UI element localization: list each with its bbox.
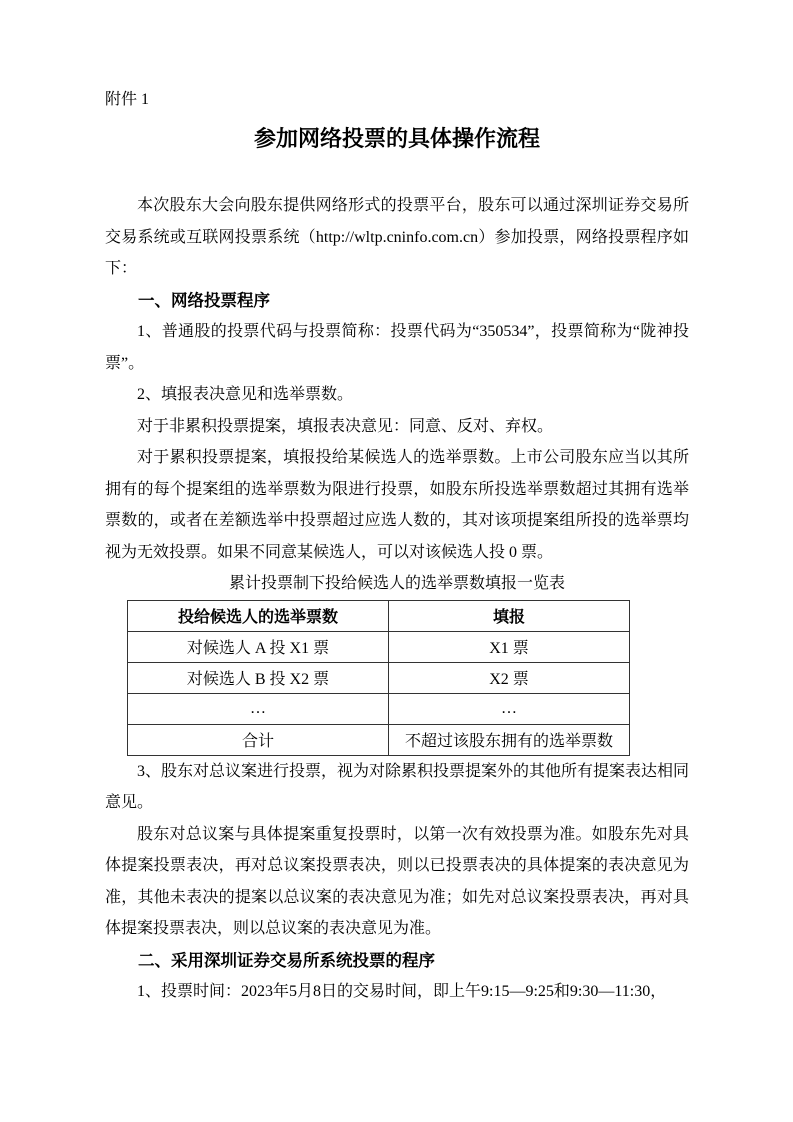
table-row [128, 631, 630, 662]
table-cell: 对候选人 B 投 X2 票 [128, 662, 389, 693]
page-title: 参加网络投票的具体操作流程 [253, 126, 540, 151]
section2-item1: 1、投票时间：2023年5月8日的交易时间，即上午9:15—9:25和9:30—11:30， [137, 983, 667, 1000]
section1-item3: 3、股东对总议案进行投票，视为对除累积投票提案外的其他所有提案表达相同意见。 [105, 762, 690, 811]
table-header-row [128, 600, 630, 631]
table-caption: 累计投票制下投给候选人的选举票数填报一览表 [228, 575, 565, 592]
section2-heading: 二、采用深圳证券交易所系统投票的程序 [138, 950, 435, 970]
section1-item1: 1、普通股的投票代码与投票简称：投票代码为“350534”，投票简称为“陇神投票”。 [105, 323, 689, 372]
section1-item2: 2、填报表决意见和选举票数。 [137, 386, 354, 403]
attachment-label: 附件 1 [105, 91, 150, 108]
table-cell: 对候选人 A 投 X1 票 [128, 631, 389, 662]
cumulative-vote-table [127, 600, 630, 756]
table-row [128, 724, 630, 755]
table-row [128, 662, 630, 693]
table-cell: 合计 [128, 724, 389, 755]
table-row [128, 693, 630, 724]
table-cell: 不超过该股东拥有的选举票数 [389, 724, 630, 755]
intro-paragraph: 本次股东大会向股东提供网络形式的投票平台，股东可以通过深圳证券交易所交易系统或互联网投票系统（http://wltp.cninfo.com.cn）参加投票，网络投票程序如下： [105, 197, 689, 277]
section1-para-non-cumulative: 对于非累积投票提案，填报表决意见：同意、反对、弃权。 [137, 417, 554, 435]
table-cell: X2 票 [389, 662, 630, 693]
table-header-fill: 填报 [389, 600, 630, 631]
section1-heading: 一、网络投票程序 [138, 290, 270, 310]
section1-para-repeat-vote: 股东对总议案与具体提案重复投票时，以第一次有效投票为准。如股东先对具体提案投票表决，再对总议案投票表决，则以已投票表决的具体提案的表决意见为准，其他未表决的提案以总议案的表决意见为准；如先对总议案投票表决，再对具体提案投票表决，则以总议案的表决意见为准。 [105, 825, 689, 937]
table-cell: X1 票 [389, 631, 630, 662]
table-cell: … [128, 693, 389, 724]
table-cell: … [389, 693, 630, 724]
section1-para-cumulative: 对于累积投票提案，填报投给某候选人的选举票数。上市公司股东应当以其所拥有的每个提案组的选举票数为限进行投票，如股东所投选举票数超过其拥有选举票数的，或者在差额选举中投票超过应选人数的，其对该项提案组所投的选举票均视为无效投票。如果不同意某候选人，可以对该候选人投 0 票。 [105, 449, 689, 561]
table-header-votes: 投给候选人的选举票数 [128, 600, 389, 631]
